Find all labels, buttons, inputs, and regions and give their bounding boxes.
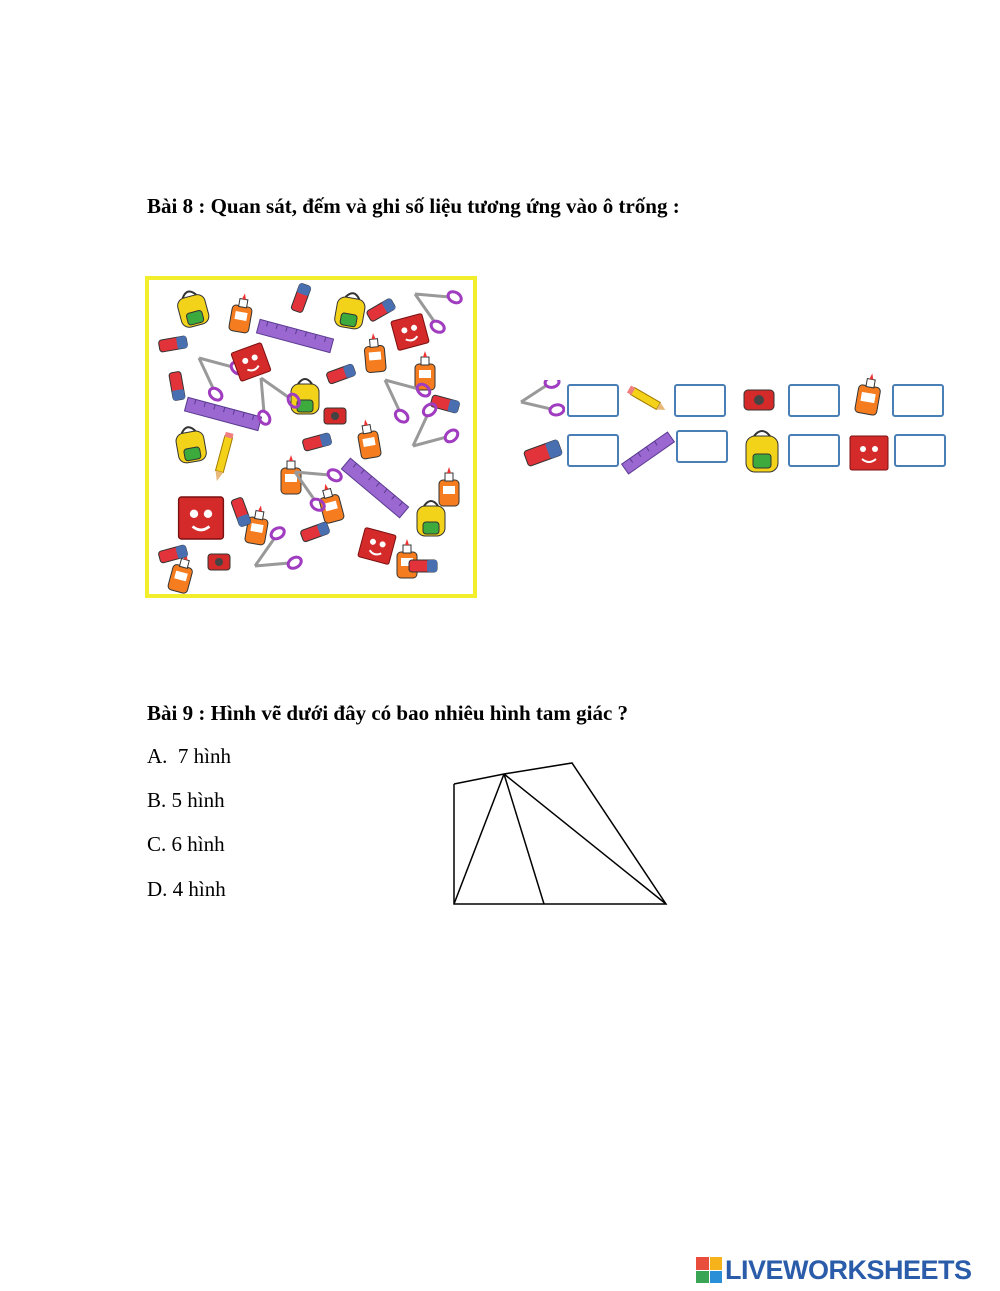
glue-bottle-icon: [848, 370, 888, 420]
exercise-8-title: Bài 8 : Quan sát, đếm và ghi số liệu tương ứng vào ô trống :: [147, 194, 680, 218]
answer-box-pencil[interactable]: [674, 384, 726, 417]
book-icon: [846, 432, 892, 474]
pencil-icon: [626, 385, 672, 415]
option-c[interactable]: C. 6 hình: [147, 832, 225, 856]
brand-name: LIVEWORKSHEETS: [725, 1254, 972, 1285]
ruler-icon: [620, 430, 676, 476]
scissors-icon: [515, 380, 565, 420]
backpack-icon: [740, 426, 784, 476]
triangle-figure: [450, 760, 670, 910]
liveworksheets-logo: [696, 1255, 972, 1285]
answer-box-book[interactable]: [894, 434, 946, 467]
school-supplies-picture: [145, 276, 477, 598]
eraser-icon: [520, 435, 566, 471]
answer-box-sharpener[interactable]: [788, 384, 840, 417]
answer-box-scissors[interactable]: [567, 384, 619, 417]
option-a[interactable]: A. 7 hình: [147, 744, 231, 768]
answer-box-eraser[interactable]: [567, 434, 619, 467]
exercise-9-title: Bài 9 : Hình vẽ dưới đây có bao nhiêu hình tam giác ?: [147, 701, 629, 725]
answer-box-ruler[interactable]: [676, 430, 728, 463]
option-b[interactable]: B. 5 hình: [147, 788, 225, 812]
sharpener-icon: [739, 384, 779, 416]
option-d[interactable]: D. 4 hình: [147, 877, 226, 901]
answer-box-backpack[interactable]: [788, 434, 840, 467]
answer-box-glue[interactable]: [892, 384, 944, 417]
brand-logo-icon: [696, 1257, 722, 1283]
